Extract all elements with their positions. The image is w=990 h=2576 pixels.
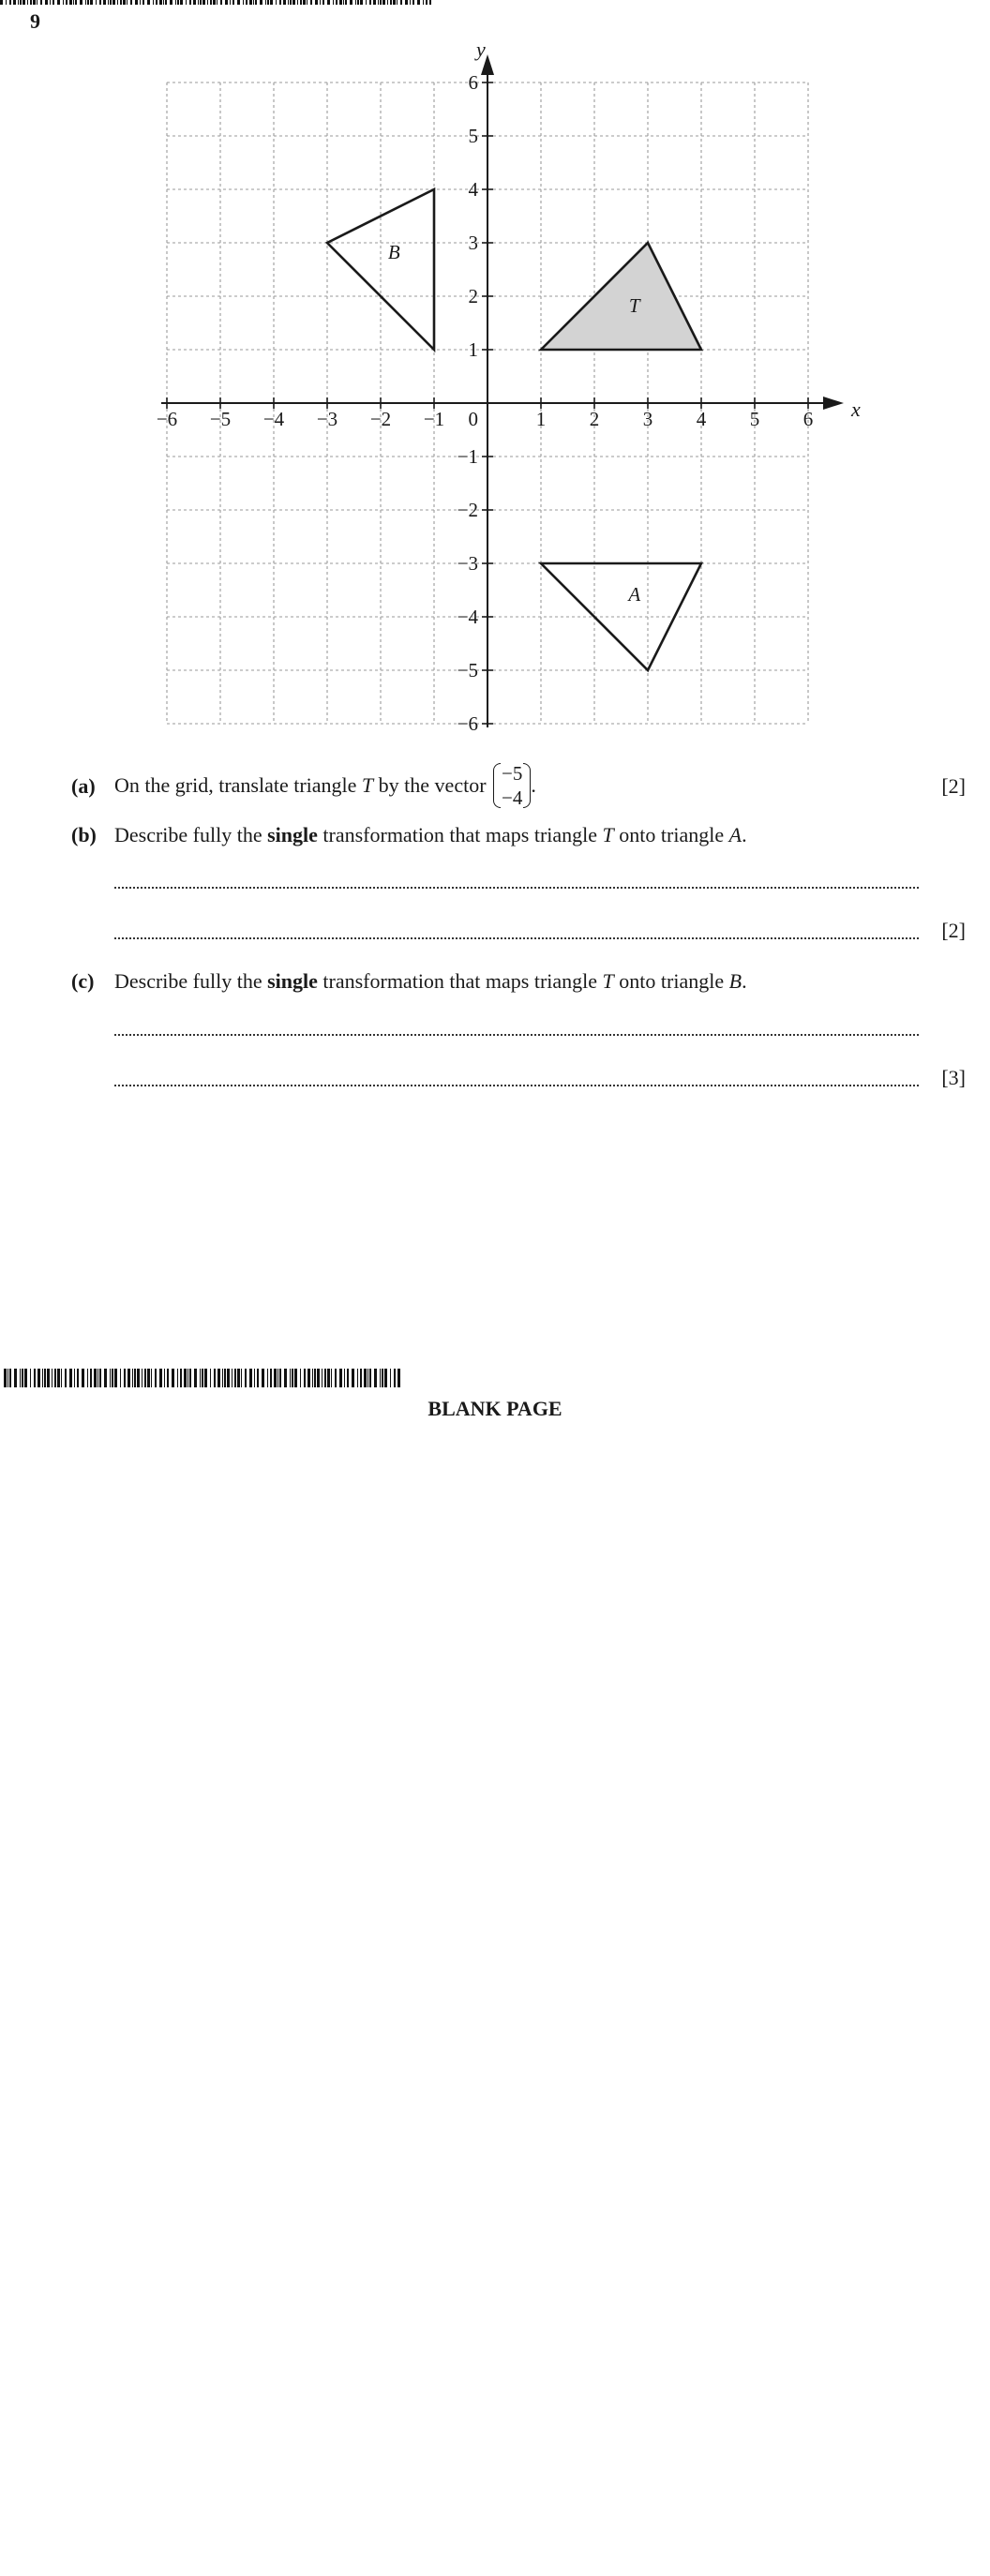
barcode-bar [142, 0, 144, 5]
barcode-bar [34, 1369, 36, 1387]
barcode-bar [87, 1369, 88, 1387]
barcode-bar [9, 1369, 11, 1387]
barcode-bar [283, 0, 286, 5]
barcode-bar [249, 0, 252, 5]
barcode-bar [54, 1369, 56, 1387]
y-tick-label: 4 [468, 178, 478, 201]
answer-line-b2[interactable] [114, 937, 919, 939]
barcode-bar [393, 0, 396, 5]
barcode-bar [127, 0, 128, 5]
barcode-bar [232, 0, 234, 5]
barcode-bar [253, 0, 254, 5]
barcode-bar [364, 1369, 367, 1387]
barcode-bar [357, 1369, 358, 1387]
barcode-bar [412, 0, 414, 5]
barcode-bar [186, 0, 187, 5]
barcode-bar [189, 0, 191, 5]
part-b-end: . [742, 823, 747, 846]
part-c-shape-from: T [602, 969, 614, 993]
barcode-bar [369, 1369, 371, 1387]
barcode-bar [276, 0, 277, 5]
barcode-bar [144, 1369, 146, 1387]
x-tick-label: −4 [262, 408, 285, 430]
barcode-bar [204, 1369, 207, 1387]
barcode-bar [343, 0, 344, 5]
barcode-bar [366, 0, 367, 5]
part-c-question [114, 969, 747, 994]
barcode-bar [307, 0, 308, 5]
x-axis-arrow [823, 397, 844, 410]
barcode-bar [245, 1369, 247, 1387]
barcode-bar [339, 0, 342, 5]
translation-vector [493, 761, 531, 810]
barcode-bar [246, 0, 248, 5]
barcode-bar [155, 1369, 157, 1387]
barcode-bar [27, 0, 28, 5]
triangle-a [541, 563, 701, 670]
part-c-shape-to: B [728, 969, 742, 993]
part-c-text-1: Describe fully the [114, 969, 268, 993]
barcode-bar [267, 0, 269, 5]
barcode-bar [159, 1369, 162, 1387]
barcode-bar [331, 1369, 332, 1387]
barcode-bar [180, 0, 183, 5]
barcode-bar [13, 0, 16, 5]
barcode-bar [44, 1369, 46, 1387]
barcode-bar [400, 0, 402, 5]
barcode-bar [234, 1369, 236, 1387]
barcode-bar [200, 1369, 201, 1387]
barcode-bar [300, 1369, 301, 1387]
barcode-bar [429, 0, 431, 5]
x-tick-label: 1 [535, 408, 547, 430]
barcode-bar [80, 0, 82, 5]
x-tick-label: 5 [749, 408, 760, 430]
x-tick-label: 4 [696, 408, 707, 430]
barcode-bar [134, 1369, 136, 1387]
barcode-bar [378, 0, 379, 5]
barcode-bar [394, 1369, 396, 1387]
barcode-bar [38, 1369, 40, 1387]
barcode-bar [120, 1369, 121, 1387]
barcode-bar [227, 1369, 230, 1387]
barcode-bar [57, 0, 60, 5]
barcode-bar [225, 0, 228, 5]
barcode-bar [159, 0, 162, 5]
part-b-question [114, 823, 747, 847]
barcode-bar [172, 1369, 174, 1387]
barcode-bar [194, 1369, 197, 1387]
barcode-bar [156, 0, 158, 5]
barcode-bar [382, 1369, 383, 1387]
y-tick-label: 6 [468, 71, 478, 94]
part-b-bold: single [267, 823, 318, 846]
barcode-bar [210, 1369, 211, 1387]
barcode-bar [117, 0, 118, 5]
barcode-bar [344, 1369, 345, 1387]
barcode-bar [108, 0, 109, 5]
barcode-bar [390, 0, 392, 5]
barcode-bar [94, 1369, 97, 1387]
y-tick-label: −6 [457, 712, 478, 735]
barcode-bar [262, 1369, 264, 1387]
part-b-text-2: transformation that maps triangle [317, 823, 603, 846]
barcode-bar [357, 0, 359, 5]
barcode-bar [114, 1369, 117, 1387]
barcode-bar [66, 0, 68, 5]
coordinate-grid [141, 28, 862, 750]
vector-top: −5 [502, 762, 523, 785]
barcode-bar [24, 1369, 27, 1387]
part-c-text-2: transformation that maps triangle [317, 969, 603, 993]
part-c-end: . [742, 969, 747, 993]
barcode-bar [279, 0, 281, 5]
barcode-bar [69, 0, 72, 5]
barcode-bar [112, 0, 115, 5]
barcode-bar [184, 1369, 187, 1387]
barcode-bar [30, 0, 32, 5]
barcode-bar [327, 0, 330, 5]
blank-page-heading: BLANK PAGE [428, 1397, 562, 1420]
barcode-bar [73, 0, 74, 5]
barcode-bar [14, 1369, 17, 1387]
barcode-bar [180, 1369, 182, 1387]
question-number: 9 [30, 9, 40, 33]
barcode-bar [37, 0, 38, 5]
barcode-bar [30, 1369, 31, 1387]
top-barcode-strip [0, 0, 431, 5]
x-tick-label: −3 [316, 408, 338, 430]
barcode-bar [292, 0, 295, 5]
barcode-bar [177, 1369, 178, 1387]
barcode-bar [0, 0, 3, 5]
barcode-bar [345, 0, 347, 5]
barcode-bar [63, 0, 64, 5]
barcode-bar [267, 1369, 268, 1387]
barcode-bar [33, 0, 36, 5]
barcode-bar [270, 0, 273, 5]
barcode-bar [202, 1369, 203, 1387]
part-b-marks: [2] [941, 919, 966, 942]
triangle-a-label: A [628, 582, 641, 606]
barcode-bar [77, 1369, 79, 1387]
barcode-bar [163, 0, 164, 5]
barcode-bar [265, 0, 266, 5]
barcode-bar [314, 1369, 316, 1387]
barcode-bar [9, 0, 11, 5]
barcode-bar [42, 1369, 43, 1387]
barcode-bar [130, 0, 132, 5]
barcode-bar [217, 0, 218, 5]
barcode-bar [410, 0, 411, 5]
barcode-bar [257, 1369, 259, 1387]
page-barcode [4, 1369, 401, 1387]
barcode-bar [260, 0, 262, 5]
barcode-bar [405, 0, 408, 5]
barcode-bar [220, 0, 222, 5]
barcode-bar [270, 1369, 272, 1387]
barcode-bar [213, 0, 216, 5]
x-tick-label: −1 [423, 408, 445, 430]
answer-line-c2[interactable] [114, 1085, 919, 1086]
barcode-bar [423, 0, 424, 5]
barcode-bar [57, 1369, 60, 1387]
barcode-bar [241, 1369, 242, 1387]
answer-line-c1[interactable] [114, 1034, 919, 1036]
part-a-shape-T: T [361, 773, 374, 797]
barcode-bar [123, 0, 126, 5]
barcode-bar [426, 0, 428, 5]
barcode-bar [147, 1369, 150, 1387]
barcode-bar [6, 0, 7, 5]
barcode-bar [165, 0, 167, 5]
barcode-bar [22, 1369, 23, 1387]
barcode-bar [288, 0, 289, 5]
barcode-bar [243, 0, 244, 5]
answer-line-b1[interactable] [114, 887, 919, 889]
part-b-text-1: Describe fully the [114, 823, 268, 846]
barcode-bar [303, 0, 306, 5]
x-tick-label: −2 [369, 408, 392, 430]
barcode-bar [189, 1369, 191, 1387]
y-tick-label: −1 [457, 445, 478, 468]
barcode-bar [20, 1369, 21, 1387]
barcode-bar [87, 0, 89, 5]
barcode-bar [124, 1369, 126, 1387]
barcode-bar [317, 1369, 320, 1387]
barcode-bar [90, 0, 93, 5]
barcode-bar [374, 1369, 377, 1387]
barcode-bar [140, 0, 141, 5]
barcode-bar [274, 1369, 277, 1387]
barcode-bar [47, 1369, 50, 1387]
barcode-bar [290, 0, 292, 5]
barcode-bar [369, 0, 371, 5]
barcode-bar [373, 0, 376, 5]
barcode-bar [175, 0, 176, 5]
barcode-bar [110, 0, 112, 5]
barcode-bar [382, 0, 385, 5]
barcode-bar [112, 1369, 113, 1387]
barcode-bar [207, 0, 208, 5]
barcode-bar [322, 0, 324, 5]
barcode-bar [50, 0, 51, 5]
y-tick-label: 2 [468, 285, 478, 307]
part-a-end: . [531, 773, 536, 797]
barcode-bar [297, 0, 298, 5]
barcode-bar [335, 1369, 337, 1387]
barcode-bar [380, 1369, 381, 1387]
barcode-bar [222, 1369, 223, 1387]
barcode-bar [384, 1369, 387, 1387]
barcode-bar [327, 1369, 330, 1387]
barcode-bar [75, 0, 77, 5]
part-a-text-before: On the grid, translate triangle [114, 773, 362, 797]
barcode-bar [300, 0, 302, 5]
barcode-bar [224, 1369, 226, 1387]
barcode-bar [4, 1369, 7, 1387]
triangle-t [541, 243, 701, 350]
axes [161, 37, 861, 727]
y-tick-label: −2 [457, 499, 478, 521]
x-tick-label: −6 [156, 408, 178, 430]
barcode-bar [200, 0, 202, 5]
barcode-bar [347, 1369, 349, 1387]
barcode-bar [170, 0, 172, 5]
barcode-bar [82, 1369, 84, 1387]
barcode-bar [61, 1369, 62, 1387]
barcode-bar [290, 1369, 291, 1387]
barcode-bar [304, 1369, 306, 1387]
barcode-bar [355, 0, 356, 5]
barcode-bar [310, 0, 312, 5]
part-a-marks: [2] [941, 774, 966, 798]
barcode-bar [167, 1369, 169, 1387]
barcode-bar [333, 0, 334, 5]
barcode-bar [22, 0, 25, 5]
barcode-bar [417, 0, 420, 5]
barcode-bar [202, 0, 205, 5]
barcode-bar [279, 1369, 281, 1387]
barcode-bar [45, 0, 48, 5]
part-a-text-after: by the vector [373, 773, 492, 797]
barcode-bar [99, 0, 101, 5]
barcode-bar [210, 0, 212, 5]
barcode-bar [153, 0, 154, 5]
barcode-bar [103, 0, 106, 5]
part-b-label: (b) [71, 823, 97, 846]
barcode-bar [339, 1369, 342, 1387]
y-tick-label: 5 [468, 125, 478, 147]
barcode-bar [110, 1369, 111, 1387]
barcode-bar [387, 0, 388, 5]
barcode-bar [230, 0, 231, 5]
y-tick-label: 3 [468, 232, 478, 254]
triangle-t-label: T [628, 294, 640, 318]
barcode-bar [135, 0, 138, 5]
barcode-bar [214, 1369, 216, 1387]
barcode-bar [284, 1369, 287, 1387]
x-tick-label: 6 [802, 408, 814, 430]
barcode-bar [360, 0, 363, 5]
barcode-bar [237, 0, 240, 5]
barcode-bar [164, 1369, 165, 1387]
y-tick-label: 1 [468, 338, 478, 361]
vector-bottom: −4 [502, 786, 523, 809]
barcode-bar [120, 0, 122, 5]
barcode-bar [20, 0, 22, 5]
barcode-bar [85, 0, 86, 5]
y-axis-label: y [476, 37, 486, 61]
barcode-bar [360, 1369, 362, 1387]
part-a-label: (a) [71, 774, 96, 798]
barcode-bar [147, 0, 150, 5]
barcode-bar [315, 0, 318, 5]
barcode-bar [312, 1369, 313, 1387]
barcode-bar [151, 1369, 152, 1387]
barcode-bar [40, 0, 42, 5]
barcode-bar [324, 1369, 326, 1387]
part-c-text-3: onto triangle [613, 969, 729, 993]
barcode-bar [128, 1369, 130, 1387]
barcode-bar [398, 1369, 400, 1387]
part-b-shape-to: A [728, 823, 742, 846]
part-b-shape-from: T [602, 823, 614, 846]
barcode-bar [104, 1369, 107, 1387]
barcode-bar [336, 0, 338, 5]
barcode-bar [380, 0, 382, 5]
barcode-bar [193, 0, 196, 5]
barcode-bar [390, 1369, 391, 1387]
part-c-label: (c) [71, 969, 95, 993]
part-b-text-3: onto triangle [613, 823, 729, 846]
y-tick-label: −4 [457, 606, 478, 628]
barcode-bar [350, 0, 352, 5]
barcode-bar [52, 0, 54, 5]
barcode-bar [69, 1369, 72, 1387]
barcode-bar [96, 0, 97, 5]
x-tick-label: 3 [642, 408, 653, 430]
barcode-bar [218, 1369, 220, 1387]
barcode-bar [294, 1369, 297, 1387]
barcode-bar [65, 1369, 67, 1387]
barcode-bar [352, 1369, 354, 1387]
barcode-bar [255, 0, 257, 5]
triangle-b-label: B [387, 241, 400, 264]
barcode-bar [308, 1369, 310, 1387]
x-tick-label: 2 [589, 408, 600, 430]
barcode-bar [74, 1369, 75, 1387]
barcode-bar [137, 1369, 140, 1387]
barcode-bar [237, 1369, 240, 1387]
origin-label: 0 [468, 408, 478, 430]
barcode-bar [132, 1369, 133, 1387]
part-c-marks: [3] [941, 1066, 966, 1089]
x-tick-label: −5 [209, 408, 232, 430]
y-tick-label: −3 [457, 552, 478, 575]
barcode-bar [249, 1369, 252, 1387]
barcode-bar [292, 1369, 293, 1387]
barcode-bar [198, 0, 199, 5]
x-axis-label: x [851, 397, 861, 421]
barcode-bar [397, 0, 398, 5]
barcode-bar [99, 1369, 101, 1387]
barcode-bar [320, 0, 321, 5]
part-c-bold: single [267, 969, 318, 993]
barcode-bar [90, 1369, 92, 1387]
barcode-bar [254, 1369, 255, 1387]
barcode-bar [18, 0, 19, 5]
part-a-question [114, 761, 536, 810]
y-tick-label: −5 [457, 659, 478, 681]
barcode-bar [177, 0, 179, 5]
